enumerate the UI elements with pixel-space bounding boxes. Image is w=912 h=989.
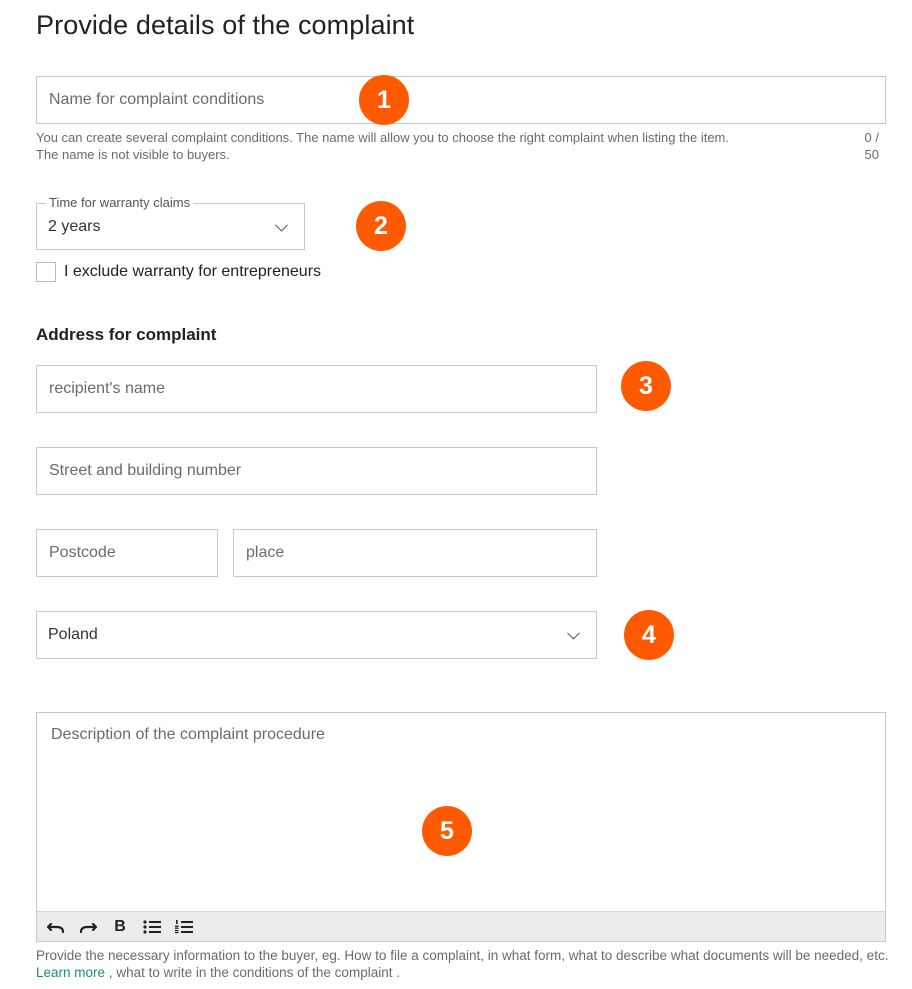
step-badge-4: 4 [624,610,674,660]
bulleted-list-icon[interactable] [139,915,165,939]
description-placeholder: Description of the complaint procedure [51,726,325,743]
place-input[interactable] [233,529,597,577]
postcode-input[interactable] [36,529,218,577]
street-input[interactable] [36,447,597,495]
editor-toolbar [37,911,885,941]
helper-line-1: You can create several complaint conditions. The name will allow you to choose the right complaint when listing the item. [36,130,729,145]
help-text-before: Provide the necessary information to the buyer, eg. How to file a complaint, in what form, what to describe what documents will be needed, etc. [36,948,889,963]
country-value: Poland [48,626,98,643]
bold-icon[interactable]: B [114,917,126,935]
undo-icon[interactable] [43,915,69,939]
complaint-name-input[interactable] [36,76,886,124]
warranty-time-legend: Time for warranty claims [46,195,193,211]
helper-line-2: The name is not visible to buyers. [36,147,230,162]
warranty-time-value: 2 years [48,217,101,235]
description-helper [36,947,892,981]
address-heading: Address for complaint [36,325,217,344]
learn-more-link[interactable]: Learn more [36,965,106,980]
page-title: Provide details of the complaint [36,10,415,40]
step-badge-3: 3 [621,361,671,411]
exclude-warranty-option[interactable] [36,262,321,282]
help-text-after: , what to write in the conditions of the complaint . [108,965,400,980]
numbered-list-icon[interactable] [171,915,197,939]
step-badge-1: 1 [359,75,409,125]
country-select[interactable] [36,611,597,659]
exclude-warranty-label: I exclude warranty for entrepreneurs [64,263,322,280]
counter-max: 50 [864,147,879,162]
exclude-warranty-checkbox[interactable] [36,262,56,282]
step-badge-2: 2 [356,201,406,251]
step-badge-5: 5 [422,806,472,856]
redo-icon[interactable] [75,915,101,939]
chevron-down-icon [275,218,288,231]
character-counter [853,129,879,163]
chevron-down-icon [567,627,580,640]
recipient-name-input[interactable] [36,365,597,413]
warranty-time-select[interactable] [36,195,305,250]
complaint-name-helper [36,129,836,163]
counter-current: 0 / [864,130,879,145]
